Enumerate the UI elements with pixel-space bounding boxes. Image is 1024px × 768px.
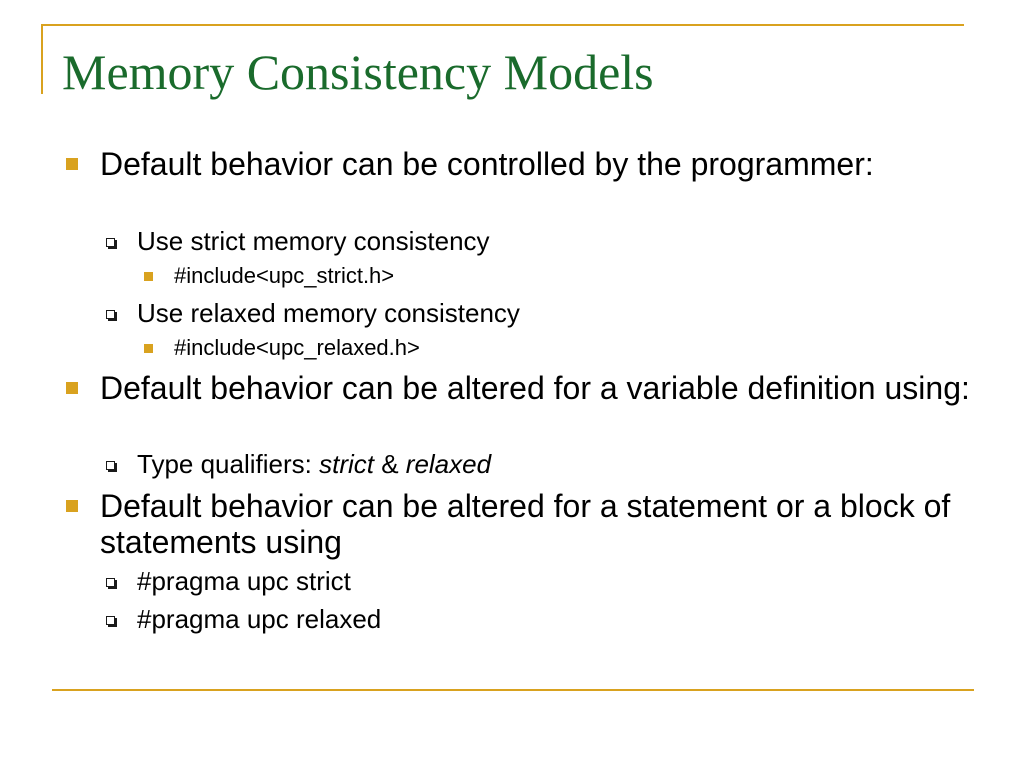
sub-sub-bullet-item: [174, 335, 954, 361]
sub-bullet-item: [137, 566, 957, 596]
hollow-square-bullet-icon: [106, 578, 115, 587]
hollow-square-bullet-icon: [106, 310, 115, 319]
sub-bullet-text: #pragma upc relaxed: [137, 604, 382, 634]
type-qualifiers-prefix: Type qualifiers:: [137, 449, 320, 479]
relaxed-qualifier: relaxed: [405, 449, 492, 479]
gold-square-bullet-icon: [144, 272, 153, 281]
bullet-item: [100, 488, 980, 560]
strict-qualifier: strict: [319, 449, 374, 479]
sub-bullet-text: Use relaxed memory consistency: [137, 298, 520, 328]
sub-bullet-text: #pragma upc strict: [137, 566, 351, 596]
sub-sub-bullet-text: #include<upc_strict.h>: [174, 263, 395, 288]
slide-title: Memory Consistency Models: [62, 44, 654, 100]
bullet-item: [100, 370, 980, 406]
gold-square-bullet-icon: [144, 344, 153, 353]
ampersand: &: [373, 449, 406, 479]
sub-bullet-text: Use strict memory consistency: [137, 226, 490, 256]
gold-square-bullet-icon: [66, 500, 78, 512]
bullet-item: [100, 146, 980, 182]
bottom-frame-line: [52, 689, 974, 691]
hollow-square-bullet-icon: [106, 238, 115, 247]
sub-bullet-item: [137, 449, 957, 479]
gold-square-bullet-icon: [66, 158, 78, 170]
bullet-text: Default behavior can be altered for a statement or a block of statements using: [100, 488, 951, 560]
sub-sub-bullet-item: [174, 263, 954, 289]
sub-bullet-item: [137, 604, 957, 634]
bullet-text: Default behavior can be controlled by the programmer:: [100, 146, 874, 182]
gold-square-bullet-icon: [66, 382, 78, 394]
bullet-text: Default behavior can be altered for a variable definition using:: [100, 370, 970, 406]
sub-bullet-item: [137, 226, 957, 256]
sub-bullet-item: [137, 298, 957, 328]
hollow-square-bullet-icon: [106, 616, 115, 625]
hollow-square-bullet-icon: [106, 461, 115, 470]
sub-sub-bullet-text: #include<upc_relaxed.h>: [174, 335, 420, 360]
